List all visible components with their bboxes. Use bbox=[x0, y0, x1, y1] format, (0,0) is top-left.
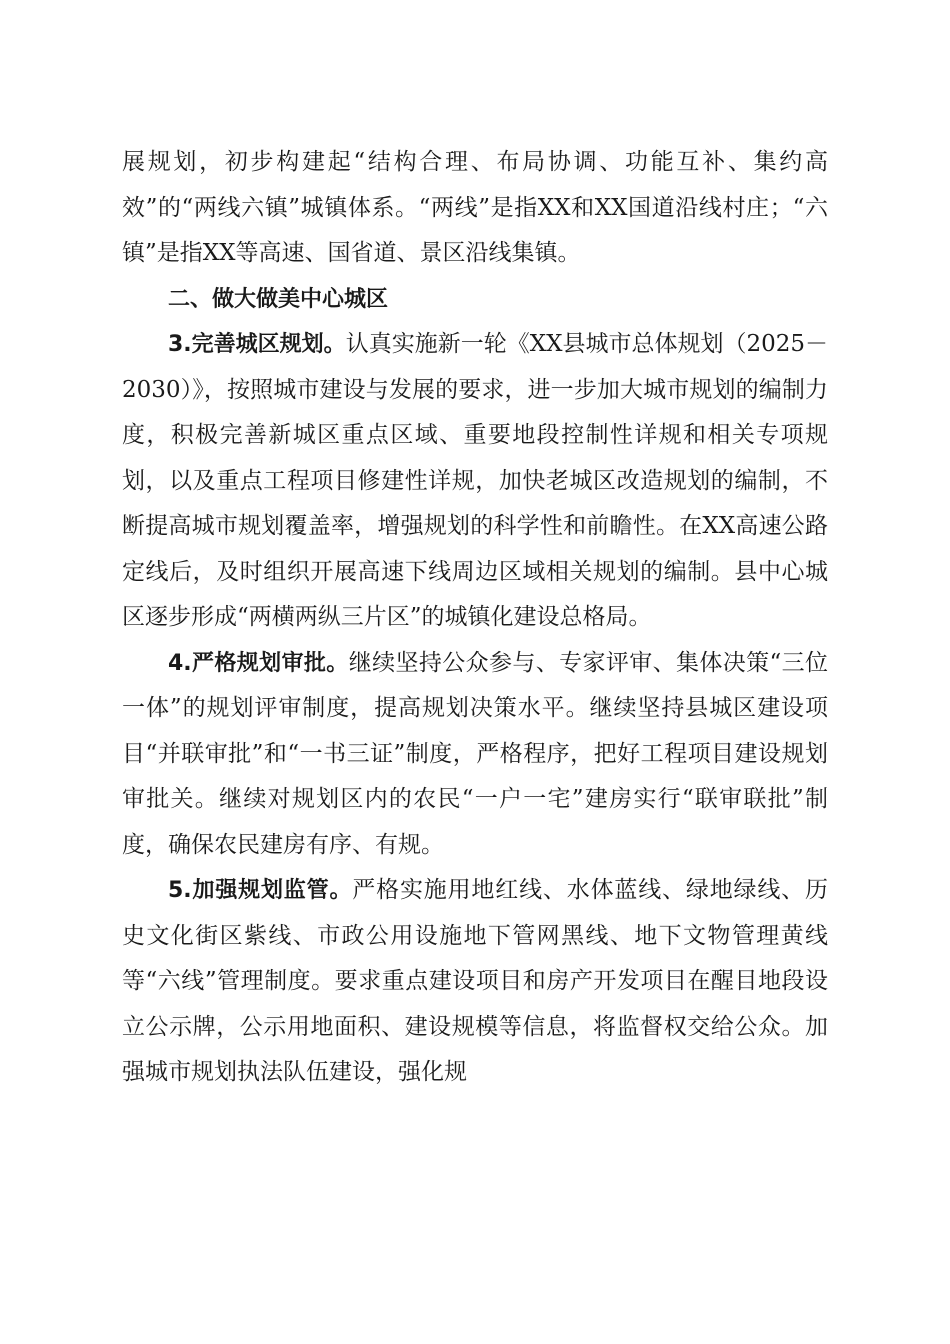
section-heading: 二、做大做美中心城区 bbox=[168, 286, 389, 312]
item-4-title: 4.严格规划审批。 bbox=[168, 650, 349, 676]
item-3-title: 3.完善城区规划。 bbox=[168, 332, 346, 357]
item-4-paragraph bbox=[122, 641, 828, 869]
item-3-paragraph bbox=[122, 322, 828, 641]
paragraph-continuation: 展规划，初步构建起“结构合理、布局协调、功能互补、集约高效”的“两线六镇”城镇体系。“两线”是指XX和XX国道沿线村庄；“六镇”是指XX等高速、国省道、景区沿线集镇。 bbox=[122, 149, 828, 266]
document-body bbox=[122, 140, 828, 1096]
item-4-body: 继续坚持公众参与、专家评审、集体决策“三位一体”的规划评审制度，提高规划决策水平。继续坚持县城区建设项目“并联审批”和“一书三证”制度，严格程序，把好工程项目建设规划审批关。继续对规划区内的农民“一户一宅”建房实行“联审联批”制度，确保农民建房有序、有规。 bbox=[122, 649, 828, 858]
item-3-body: 认真实施新一轮《XX县城市总体规划（2025－2030）》，按照城市建设与发展的要求，进一步加大城市规划的编制力度，积极完善新城区重点区域、重要地段控制性详规和相关专项规划，以及重点工程项目修建性详规，加快老城区改造规划的编制，不断提高城市规划覆盖率，增强规划的科学性和前瞻性。在XX高速公路定线后，及时组织开展高速下线周边区域相关规划的编制。县中心城区逐步形成“两横两纵三片区”的城镇化建设总格局。 bbox=[122, 331, 829, 630]
item-5-body: 严格实施用地红线、水体蓝线、绿地绿线、历史文化街区紫线、市政公用设施地下管网黑线、地下文物管理黄线等“六线”管理制度。要求重点建设项目和房产开发项目在醒目地段设立公示牌，公示用地面积、建设规模等信息，将监督权交给公众。加强城市规划执法队伍建设，强化规 bbox=[122, 877, 829, 1085]
item-5-paragraph bbox=[122, 868, 828, 1096]
item-5-title: 5.加强规划监管。 bbox=[168, 878, 353, 903]
